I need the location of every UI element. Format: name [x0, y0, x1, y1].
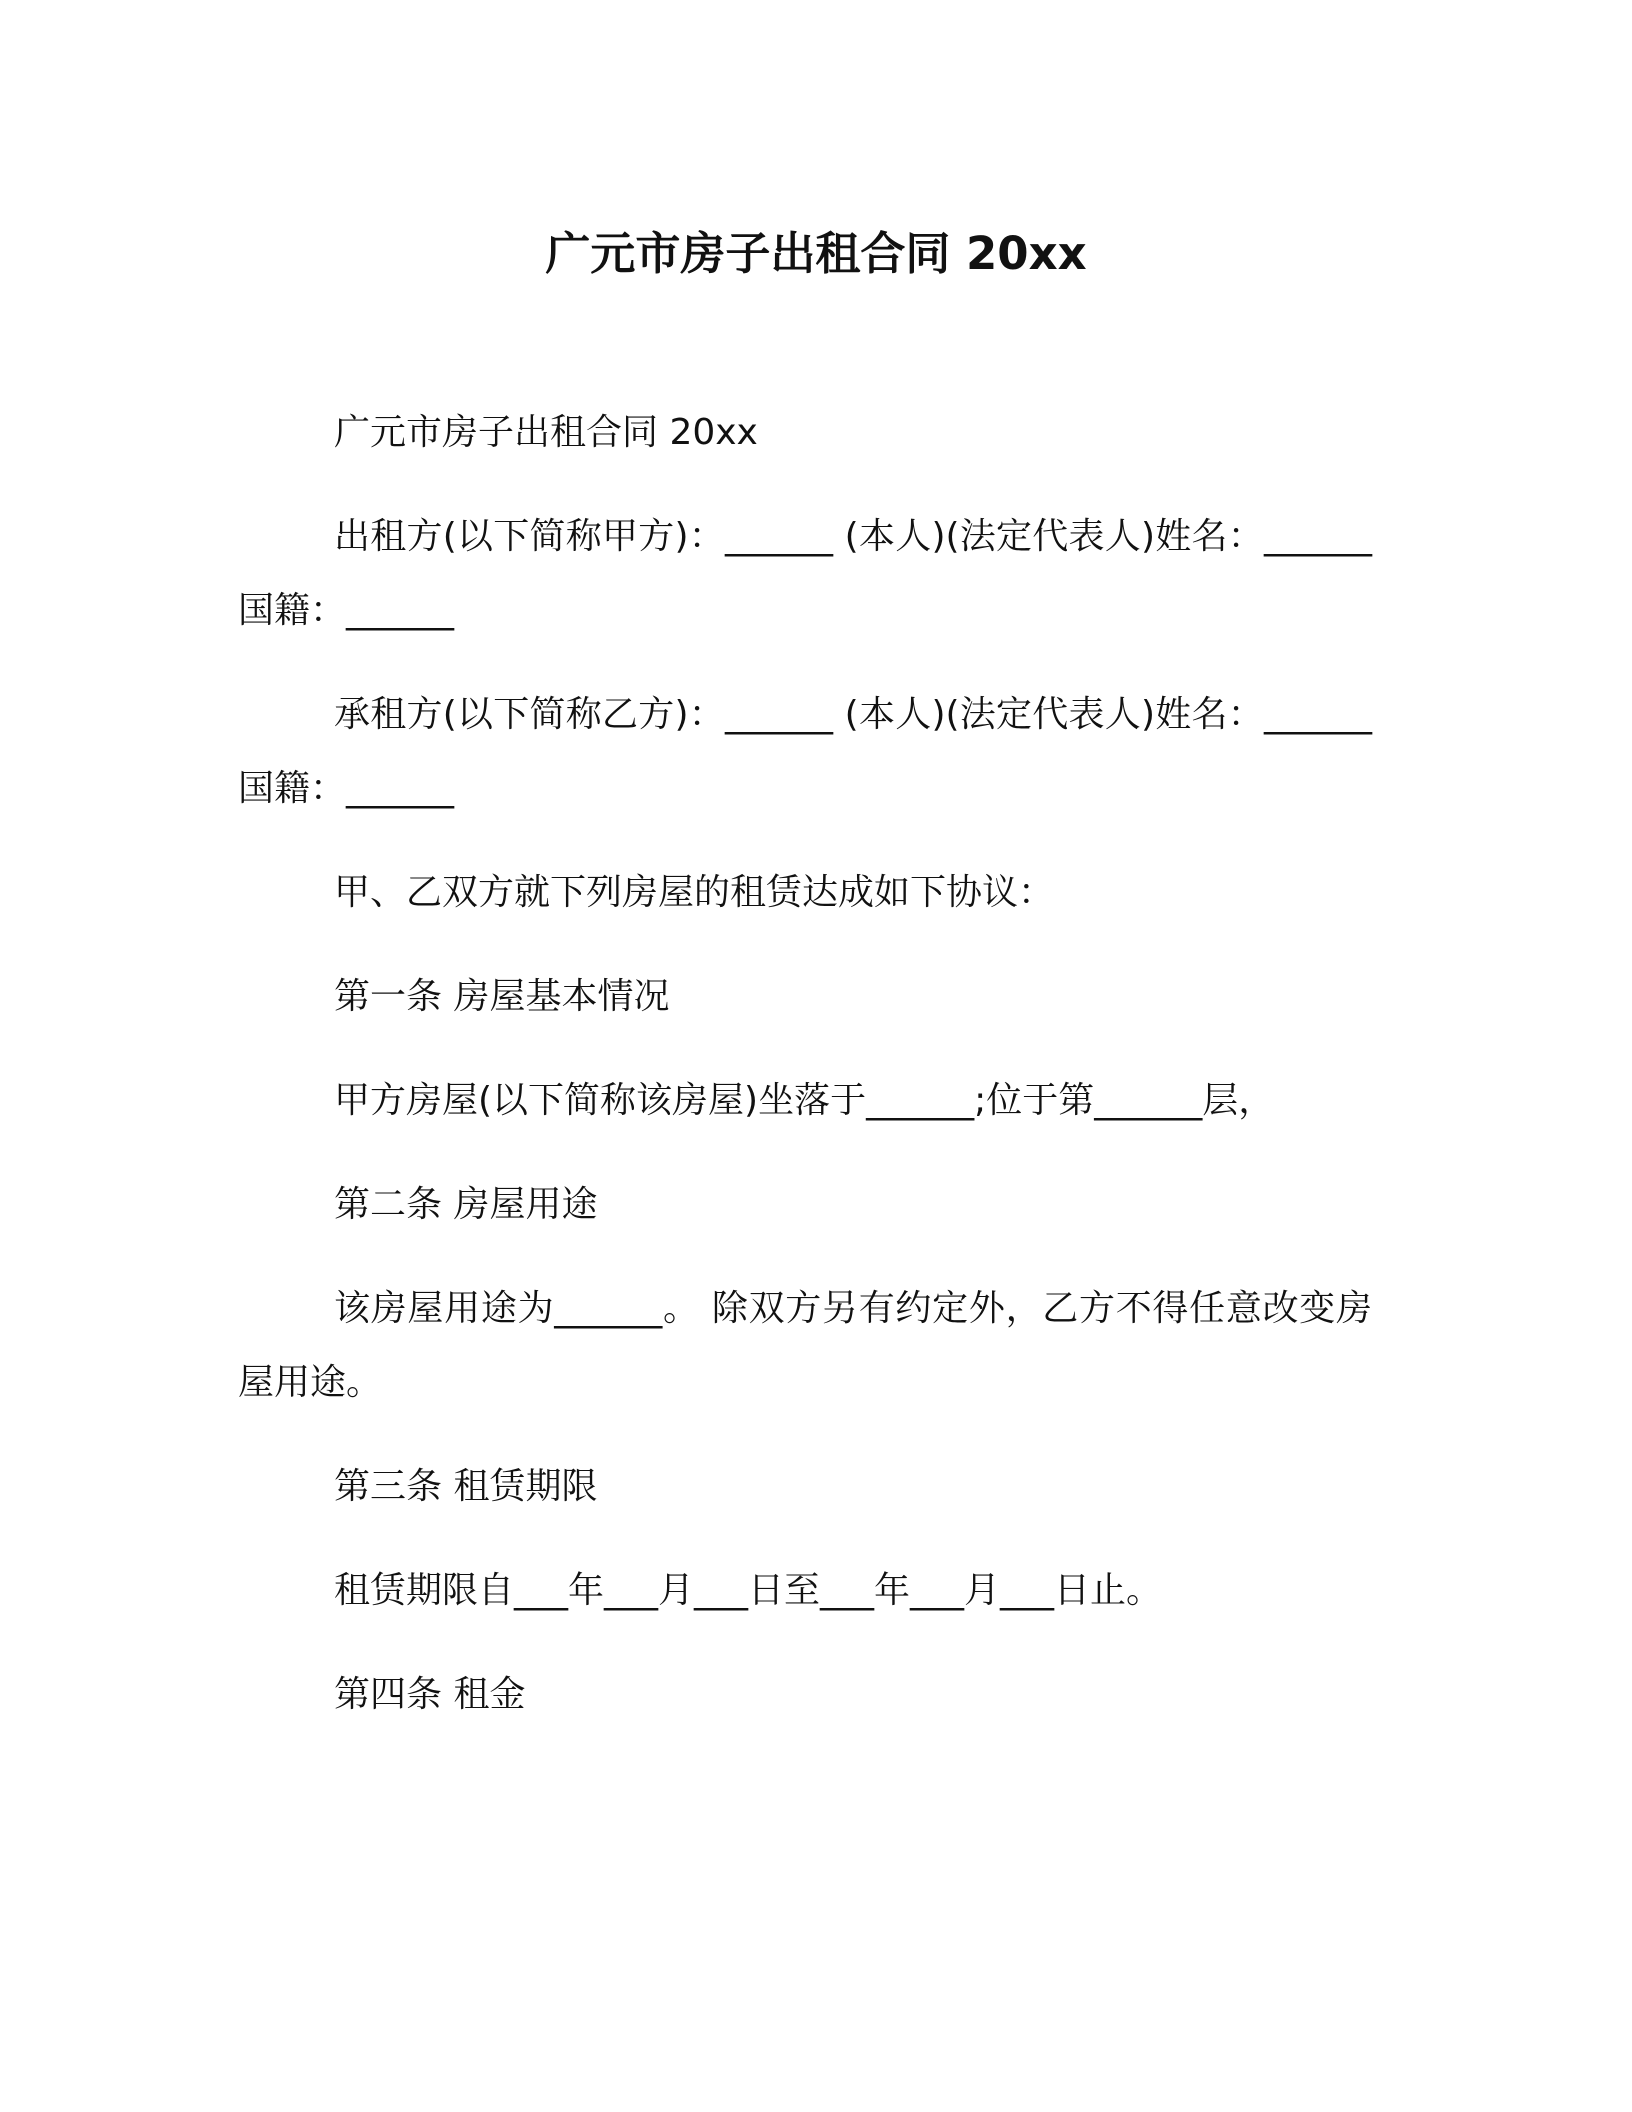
article-1-text: 甲方房屋(以下简称该房屋)坐落于______;位于第______层，: [334, 1080, 1275, 1121]
article-1-heading: 第一条 房屋基本情况: [334, 976, 670, 1017]
article-2-text: 该房屋用途为______。 除双方另有约定外，乙方不得任意改变房屋用途。: [238, 1288, 1372, 1403]
document-title: 广元市房子出租合同 20xx: [545, 227, 1087, 280]
article-3-heading: 第三条 租赁期限: [334, 1466, 598, 1507]
paragraph-lessor: 出租方(以下简称甲方)：______ (本人)(法定代表人)姓名：______ 国籍：______: [238, 516, 1372, 631]
paragraph-subtitle: 广元市房子出租合同 20xx: [334, 412, 758, 453]
article-4-heading: 第四条 租金: [334, 1674, 526, 1715]
paragraph-lessee: 承租方(以下简称乙方)：______ (本人)(法定代表人)姓名：______ 国籍：______: [238, 694, 1372, 809]
document-body: [238, 396, 1372, 1762]
article-3-text: 租赁期限自___年___月___日至___年___月___日止。: [334, 1570, 1163, 1611]
paragraph-agreement-intro: 甲、乙双方就下列房屋的租赁达成如下协议：: [334, 872, 1055, 913]
article-2-heading: 第二条 房屋用途: [334, 1184, 598, 1225]
